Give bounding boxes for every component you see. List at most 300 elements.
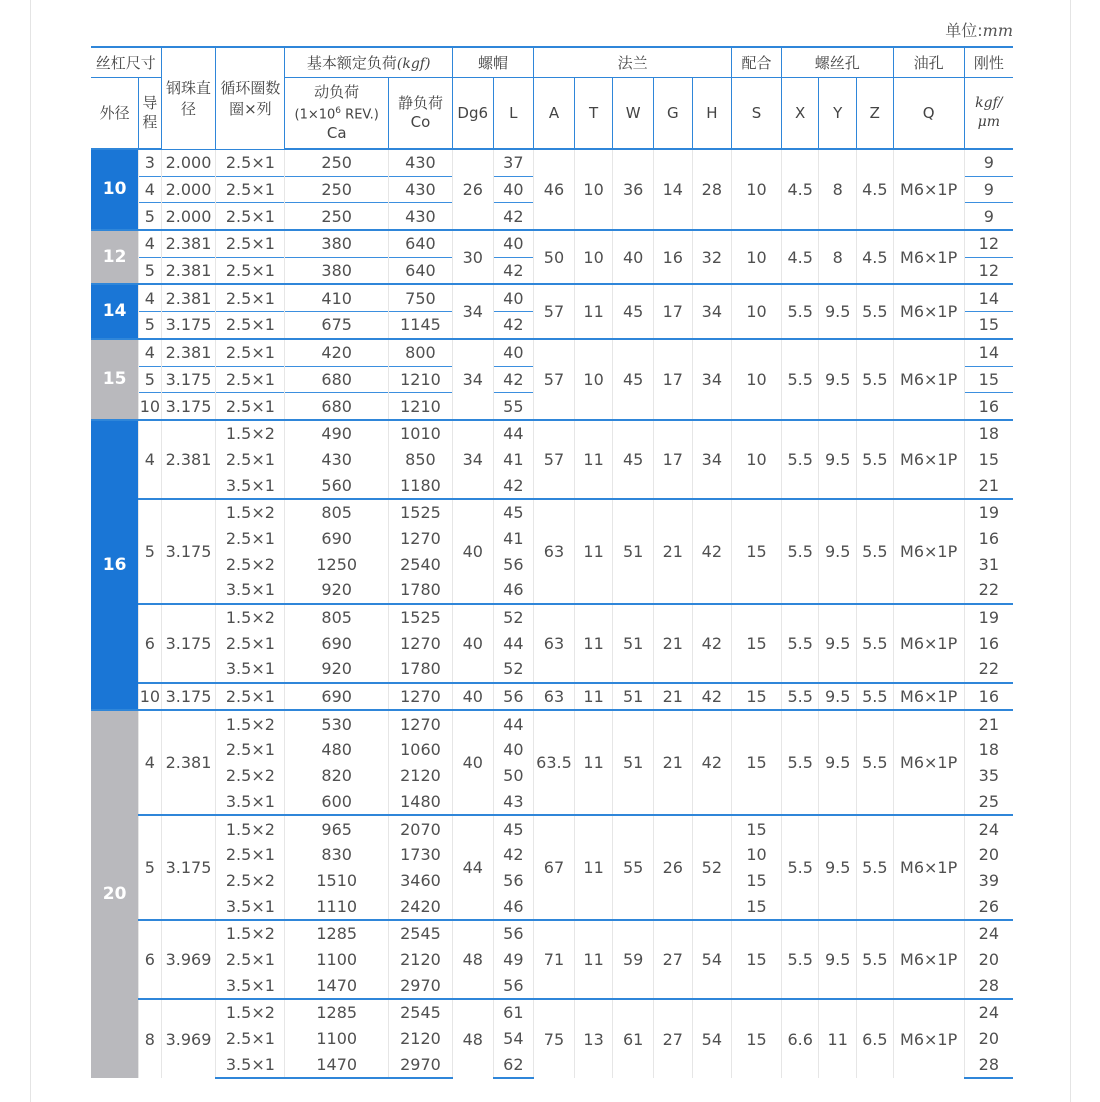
bolt-X-cell: 5.5 bbox=[781, 420, 819, 499]
nut-A-cell: 57 bbox=[534, 284, 575, 338]
bolt-X-cell: 5.5 bbox=[781, 604, 819, 683]
nut-dg6-cell: 44 bbox=[452, 815, 493, 920]
dynamic-load-cell: 690 bbox=[285, 683, 389, 711]
dynamic-load-cell: 1100 bbox=[285, 947, 389, 973]
dynamic-load-cell: 920 bbox=[285, 577, 389, 604]
lead-cell: 4 bbox=[139, 339, 161, 366]
static-load-cell: 1525 bbox=[388, 499, 452, 526]
dynamic-load-cell: 490 bbox=[285, 420, 389, 447]
ball-diameter-cell: 3.175 bbox=[161, 312, 216, 339]
circuits-cell: 2.5×1 bbox=[216, 149, 285, 176]
nut-length-cell: 56 bbox=[493, 972, 534, 999]
circuits-cell: 2.5×1 bbox=[216, 257, 285, 284]
bolt-X-cell: 5.5 bbox=[781, 920, 819, 999]
header-rigidity: 刚性 bbox=[964, 47, 1013, 78]
lead-cell: 4 bbox=[139, 710, 161, 815]
nut-A-cell: 63 bbox=[534, 604, 575, 683]
oil-hole-cell: M6×1P bbox=[893, 683, 964, 711]
static-load-cell: 1525 bbox=[388, 604, 452, 631]
ball-diameter-cell: 3.175 bbox=[161, 815, 216, 920]
header-load-unit: (kgf) bbox=[396, 56, 431, 72]
circuits-cell: 2.5×1 bbox=[216, 339, 285, 366]
dynamic-load-cell: 805 bbox=[285, 499, 389, 526]
rigidity-cell: 24 bbox=[964, 815, 1013, 842]
table-row bbox=[91, 149, 1013, 176]
nut-length-cell: 40 bbox=[493, 284, 534, 311]
static-load-cell: 2970 bbox=[388, 1051, 452, 1078]
dynamic-load-cell: 820 bbox=[285, 763, 389, 789]
ball-diameter-cell: 2.381 bbox=[161, 230, 216, 257]
static-load-cell: 2120 bbox=[388, 763, 452, 789]
circuits-cell: 1.5×2 bbox=[216, 999, 285, 1026]
dynamic-load-cell: 600 bbox=[285, 789, 389, 816]
lead-cell: 10 bbox=[139, 393, 161, 420]
bolt-Z-cell: 5.5 bbox=[857, 499, 894, 604]
nut-length-cell: 50 bbox=[493, 763, 534, 789]
unit-value: mm bbox=[982, 21, 1013, 40]
circuits-cell: 2.5×1 bbox=[216, 366, 285, 393]
dynamic-load-cell: 250 bbox=[285, 176, 389, 203]
header-static-load-title: 静负荷 bbox=[397, 94, 443, 112]
dynamic-load-cell: 380 bbox=[285, 257, 389, 284]
dynamic-load-cell: 830 bbox=[285, 842, 389, 868]
bolt-Y-cell: 9.5 bbox=[819, 499, 857, 604]
ball-diameter-cell: 2.381 bbox=[161, 257, 216, 284]
bolt-X-cell: 5.5 bbox=[781, 815, 819, 920]
header-static-load bbox=[388, 78, 452, 150]
lead-cell: 4 bbox=[139, 420, 161, 499]
rigidity-cell: 14 bbox=[964, 284, 1013, 311]
nut-W-cell: 55 bbox=[613, 815, 654, 920]
lead-cell: 5 bbox=[139, 499, 161, 604]
bolt-Z-cell: 5.5 bbox=[857, 683, 894, 711]
bolt-Z-cell: 5.5 bbox=[857, 284, 894, 338]
nut-G-cell: 21 bbox=[653, 499, 692, 604]
unit-label-text: 单位: bbox=[945, 21, 983, 40]
bolt-Y-cell: 9.5 bbox=[819, 339, 857, 420]
bolt-Z-cell: 5.5 bbox=[857, 339, 894, 420]
nut-T-cell: 11 bbox=[574, 604, 613, 683]
nut-G-cell: 21 bbox=[653, 604, 692, 683]
rigidity-cell: 21 bbox=[964, 710, 1013, 737]
nut-length-cell: 42 bbox=[493, 842, 534, 868]
nut-A-cell: 67 bbox=[534, 815, 575, 920]
nut-length-cell: 45 bbox=[493, 499, 534, 526]
dynamic-load-cell: 675 bbox=[285, 312, 389, 339]
lead-cell: 5 bbox=[139, 366, 161, 393]
nut-G-cell: 21 bbox=[653, 683, 692, 711]
bolt-Z-cell: 5.5 bbox=[857, 420, 894, 499]
nut-length-cell: 56 bbox=[493, 683, 534, 711]
header-dynamic-load-rev-end: REV.) bbox=[341, 107, 379, 123]
fit-S-cell: 10 bbox=[732, 230, 782, 284]
oil-hole-cell: M6×1P bbox=[893, 499, 964, 604]
table-row bbox=[91, 999, 1013, 1026]
static-load-cell: 2120 bbox=[388, 947, 452, 973]
circuits-cell: 2.5×1 bbox=[216, 1026, 285, 1052]
bolt-X-cell: 5.5 bbox=[781, 499, 819, 604]
nut-T-cell: 11 bbox=[574, 420, 613, 499]
oil-hole-cell: M6×1P bbox=[893, 284, 964, 338]
nut-length-cell: 41 bbox=[493, 526, 534, 552]
nut-W-cell: 59 bbox=[613, 920, 654, 999]
circuits-cell: 2.5×2 bbox=[216, 551, 285, 577]
circuits-cell: 2.5×1 bbox=[216, 393, 285, 420]
nut-H-cell: 42 bbox=[692, 499, 732, 604]
nut-H-cell: 52 bbox=[692, 815, 732, 920]
rigidity-cell: 9 bbox=[964, 176, 1013, 203]
dynamic-load-cell: 250 bbox=[285, 203, 389, 230]
nut-length-cell: 42 bbox=[493, 203, 534, 230]
rigidity-cell: 20 bbox=[964, 842, 1013, 868]
lead-cell: 4 bbox=[139, 230, 161, 257]
rigidity-cell: 22 bbox=[964, 656, 1013, 683]
static-load-cell: 1145 bbox=[388, 312, 452, 339]
rigidity-cell: 14 bbox=[964, 339, 1013, 366]
nut-length-cell: 42 bbox=[493, 257, 534, 284]
rigidity-cell: 18 bbox=[964, 737, 1013, 763]
ball-diameter-cell: 2.381 bbox=[161, 710, 216, 815]
fit-S-cell: 15 bbox=[732, 893, 782, 920]
circuits-cell: 2.5×1 bbox=[216, 630, 285, 656]
circuits-cell: 2.5×1 bbox=[216, 312, 285, 339]
header-dynamic-load-rev: (1×10 bbox=[294, 107, 336, 123]
static-load-cell: 1270 bbox=[388, 683, 452, 711]
header-dynamic-load-title: 动负荷 bbox=[314, 82, 360, 101]
nut-T-cell: 11 bbox=[574, 920, 613, 999]
static-load-cell: 1780 bbox=[388, 577, 452, 604]
nut-length-cell: 56 bbox=[493, 551, 534, 577]
nut-length-cell: 52 bbox=[493, 604, 534, 631]
rigidity-cell: 20 bbox=[964, 947, 1013, 973]
rigidity-cell: 19 bbox=[964, 499, 1013, 526]
ball-diameter-cell: 3.175 bbox=[161, 393, 216, 420]
fit-S-cell: 10 bbox=[732, 842, 782, 868]
oil-hole-cell: M6×1P bbox=[893, 230, 964, 284]
nut-T-cell: 11 bbox=[574, 284, 613, 338]
lead-cell: 5 bbox=[139, 257, 161, 284]
rigidity-cell: 15 bbox=[964, 447, 1013, 473]
dynamic-load-cell: 1470 bbox=[285, 1051, 389, 1078]
circuits-cell: 2.5×1 bbox=[216, 683, 285, 711]
circuits-cell: 2.5×1 bbox=[216, 947, 285, 973]
bolt-X-cell: 5.5 bbox=[781, 284, 819, 338]
circuits-cell: 2.5×1 bbox=[216, 447, 285, 473]
ball-diameter-cell: 3.175 bbox=[161, 366, 216, 393]
fit-S-cell: 15 bbox=[732, 920, 782, 999]
static-load-cell: 2540 bbox=[388, 551, 452, 577]
circuits-cell: 3.5×1 bbox=[216, 789, 285, 816]
static-load-cell: 1210 bbox=[388, 393, 452, 420]
nut-W-cell: 45 bbox=[613, 284, 654, 338]
outer-diameter-cell: 20 bbox=[91, 710, 139, 1078]
static-load-cell: 2545 bbox=[388, 999, 452, 1026]
nut-G-cell: 14 bbox=[653, 149, 692, 230]
rigidity-cell: 19 bbox=[964, 604, 1013, 631]
circuits-cell: 2.5×1 bbox=[216, 526, 285, 552]
header-W: W bbox=[613, 78, 654, 150]
fit-S-cell: 10 bbox=[732, 339, 782, 420]
rigidity-cell: 39 bbox=[964, 868, 1013, 894]
header-bolt-hole: 螺丝孔 bbox=[781, 47, 893, 78]
rigidity-cell: 18 bbox=[964, 420, 1013, 447]
circuits-cell: 3.5×1 bbox=[216, 472, 285, 499]
rigidity-cell: 16 bbox=[964, 683, 1013, 711]
nut-length-cell: 56 bbox=[493, 868, 534, 894]
dynamic-load-cell: 530 bbox=[285, 710, 389, 737]
ball-screw-spec-table bbox=[91, 46, 1013, 1079]
page-frame-right bbox=[1070, 0, 1071, 1102]
circuits-cell: 1.5×2 bbox=[216, 499, 285, 526]
header-lead: 导程 bbox=[139, 78, 161, 150]
header-S: S bbox=[732, 78, 782, 150]
dynamic-load-cell: 250 bbox=[285, 149, 389, 176]
bolt-Y-cell: 9.5 bbox=[819, 420, 857, 499]
outer-diameter-cell: 15 bbox=[91, 339, 139, 420]
ball-diameter-cell: 3.175 bbox=[161, 604, 216, 683]
dynamic-load-cell: 1285 bbox=[285, 920, 389, 947]
fit-S-cell: 10 bbox=[732, 420, 782, 499]
header-load-rating-text: 基本额定负荷 bbox=[306, 54, 397, 72]
rigidity-cell: 28 bbox=[964, 972, 1013, 999]
static-load-cell: 3460 bbox=[388, 868, 452, 894]
oil-hole-cell: M6×1P bbox=[893, 604, 964, 683]
rigidity-cell: 22 bbox=[964, 577, 1013, 604]
static-load-cell: 2420 bbox=[388, 893, 452, 920]
bolt-Y-cell: 8 bbox=[819, 230, 857, 284]
ball-diameter-cell: 2.000 bbox=[161, 176, 216, 203]
header-stiffness-unit bbox=[964, 78, 1013, 150]
bolt-Z-cell: 4.5 bbox=[857, 149, 894, 230]
header-stiffness-unit-bottom: μm bbox=[977, 114, 1001, 130]
static-load-cell: 2545 bbox=[388, 920, 452, 947]
static-load-cell: 1270 bbox=[388, 630, 452, 656]
dynamic-load-cell: 560 bbox=[285, 472, 389, 499]
table-row bbox=[91, 683, 1013, 711]
rigidity-cell: 9 bbox=[964, 203, 1013, 230]
nut-length-cell: 52 bbox=[493, 656, 534, 683]
rigidity-cell: 24 bbox=[964, 999, 1013, 1026]
circuits-cell: 2.5×1 bbox=[216, 176, 285, 203]
header-load-rating bbox=[285, 47, 453, 78]
fit-S-cell: 10 bbox=[732, 284, 782, 338]
bolt-Z-cell: 5.5 bbox=[857, 815, 894, 920]
circuits-cell: 2.5×2 bbox=[216, 868, 285, 894]
ball-diameter-cell: 3.969 bbox=[161, 999, 216, 1078]
circuits-cell: 2.5×1 bbox=[216, 284, 285, 311]
nut-length-cell: 40 bbox=[493, 176, 534, 203]
static-load-cell: 750 bbox=[388, 284, 452, 311]
nut-T-cell: 11 bbox=[574, 815, 613, 920]
rigidity-cell: 26 bbox=[964, 893, 1013, 920]
rigidity-cell: 20 bbox=[964, 1026, 1013, 1052]
nut-H-cell: 34 bbox=[692, 339, 732, 420]
nut-length-cell: 49 bbox=[493, 947, 534, 973]
bolt-Y-cell: 9.5 bbox=[819, 920, 857, 999]
nut-length-cell: 45 bbox=[493, 815, 534, 842]
dynamic-load-cell: 965 bbox=[285, 815, 389, 842]
nut-W-cell: 36 bbox=[613, 149, 654, 230]
dynamic-load-cell: 680 bbox=[285, 366, 389, 393]
bolt-X-cell: 6.6 bbox=[781, 999, 819, 1078]
nut-W-cell: 45 bbox=[613, 339, 654, 420]
nut-T-cell: 10 bbox=[574, 230, 613, 284]
nut-G-cell: 17 bbox=[653, 339, 692, 420]
circuits-cell: 1.5×2 bbox=[216, 920, 285, 947]
table-row bbox=[91, 604, 1013, 631]
nut-length-cell: 44 bbox=[493, 710, 534, 737]
header-outer-diameter: 外径 bbox=[91, 78, 139, 150]
header-flange: 法兰 bbox=[534, 47, 732, 78]
dynamic-load-cell: 690 bbox=[285, 630, 389, 656]
nut-A-cell: 57 bbox=[534, 420, 575, 499]
table-row bbox=[91, 230, 1013, 257]
fit-S-cell: 15 bbox=[732, 815, 782, 842]
circuits-cell: 3.5×1 bbox=[216, 656, 285, 683]
static-load-cell: 850 bbox=[388, 447, 452, 473]
oil-hole-cell: M6×1P bbox=[893, 420, 964, 499]
outer-diameter-cell: 10 bbox=[91, 149, 139, 230]
dynamic-load-cell: 920 bbox=[285, 656, 389, 683]
lead-cell: 4 bbox=[139, 284, 161, 311]
static-load-cell: 1010 bbox=[388, 420, 452, 447]
static-load-cell: 1180 bbox=[388, 472, 452, 499]
header-dg6: Dg6 bbox=[452, 78, 493, 150]
nut-H-cell: 54 bbox=[692, 920, 732, 999]
bolt-X-cell: 5.5 bbox=[781, 710, 819, 815]
dynamic-load-cell: 420 bbox=[285, 339, 389, 366]
nut-dg6-cell: 40 bbox=[452, 710, 493, 815]
lead-cell: 6 bbox=[139, 920, 161, 999]
dynamic-load-cell: 1510 bbox=[285, 868, 389, 894]
rigidity-cell: 12 bbox=[964, 230, 1013, 257]
nut-length-cell: 40 bbox=[493, 339, 534, 366]
dynamic-load-cell: 690 bbox=[285, 526, 389, 552]
rigidity-cell: 31 bbox=[964, 551, 1013, 577]
nut-A-cell: 63.5 bbox=[534, 710, 575, 815]
header-nut: 螺帽 bbox=[452, 47, 533, 78]
lead-cell: 10 bbox=[139, 683, 161, 711]
fit-S-cell: 15 bbox=[732, 604, 782, 683]
bolt-Y-cell: 9.5 bbox=[819, 284, 857, 338]
nut-G-cell: 17 bbox=[653, 420, 692, 499]
outer-diameter-cell: 16 bbox=[91, 420, 139, 711]
bolt-Z-cell: 5.5 bbox=[857, 710, 894, 815]
nut-dg6-cell: 34 bbox=[452, 339, 493, 420]
static-load-cell: 1480 bbox=[388, 789, 452, 816]
nut-G-cell: 26 bbox=[653, 815, 692, 920]
nut-dg6-cell: 48 bbox=[452, 920, 493, 999]
rigidity-cell: 16 bbox=[964, 630, 1013, 656]
table-row bbox=[91, 284, 1013, 311]
oil-hole-cell: M6×1P bbox=[893, 920, 964, 999]
dynamic-load-cell: 410 bbox=[285, 284, 389, 311]
lead-cell: 5 bbox=[139, 815, 161, 920]
header-X: X bbox=[781, 78, 819, 150]
header-dynamic-load bbox=[285, 78, 389, 150]
bolt-Z-cell: 6.5 bbox=[857, 999, 894, 1078]
nut-G-cell: 17 bbox=[653, 284, 692, 338]
nut-A-cell: 75 bbox=[534, 999, 575, 1078]
header-screw-size: 丝杠尺寸 bbox=[91, 47, 161, 78]
header-static-load-symbol: Co bbox=[410, 113, 431, 131]
nut-W-cell: 51 bbox=[613, 499, 654, 604]
bolt-Y-cell: 9.5 bbox=[819, 710, 857, 815]
table-row bbox=[91, 710, 1013, 737]
header-ball-diameter-text: 钢珠直径 bbox=[165, 79, 211, 119]
circuits-cell: 2.5×1 bbox=[216, 230, 285, 257]
header-circuits bbox=[216, 47, 285, 149]
rigidity-cell: 15 bbox=[964, 366, 1013, 393]
bolt-X-cell: 5.5 bbox=[781, 339, 819, 420]
nut-H-cell: 54 bbox=[692, 999, 732, 1078]
static-load-cell: 1270 bbox=[388, 710, 452, 737]
table-body bbox=[91, 149, 1013, 1078]
nut-A-cell: 50 bbox=[534, 230, 575, 284]
nut-dg6-cell: 48 bbox=[452, 999, 493, 1078]
nut-W-cell: 61 bbox=[613, 999, 654, 1078]
ball-diameter-cell: 2.381 bbox=[161, 339, 216, 366]
nut-T-cell: 11 bbox=[574, 710, 613, 815]
bolt-Y-cell: 9.5 bbox=[819, 604, 857, 683]
bolt-Z-cell: 5.5 bbox=[857, 604, 894, 683]
circuits-cell: 2.5×1 bbox=[216, 842, 285, 868]
static-load-cell: 800 bbox=[388, 339, 452, 366]
circuits-cell: 3.5×1 bbox=[216, 893, 285, 920]
nut-length-cell: 55 bbox=[493, 393, 534, 420]
nut-length-cell: 41 bbox=[493, 447, 534, 473]
ball-diameter-cell: 2.000 bbox=[161, 149, 216, 176]
nut-length-cell: 40 bbox=[493, 737, 534, 763]
ball-diameter-cell: 2.381 bbox=[161, 420, 216, 499]
table-row bbox=[91, 499, 1013, 526]
nut-length-cell: 43 bbox=[493, 789, 534, 816]
rigidity-cell: 28 bbox=[964, 1051, 1013, 1078]
nut-G-cell: 16 bbox=[653, 230, 692, 284]
lead-cell: 5 bbox=[139, 203, 161, 230]
nut-length-cell: 44 bbox=[493, 630, 534, 656]
dynamic-load-cell: 1470 bbox=[285, 972, 389, 999]
header-T: T bbox=[574, 78, 613, 150]
bolt-Z-cell: 5.5 bbox=[857, 920, 894, 999]
unit-label bbox=[900, 18, 1013, 41]
nut-A-cell: 57 bbox=[534, 339, 575, 420]
nut-W-cell: 40 bbox=[613, 230, 654, 284]
oil-hole-cell: M6×1P bbox=[893, 999, 964, 1078]
bolt-Y-cell: 11 bbox=[819, 999, 857, 1078]
nut-H-cell: 42 bbox=[692, 710, 732, 815]
static-load-cell: 1780 bbox=[388, 656, 452, 683]
header-H: H bbox=[692, 78, 732, 150]
table-row bbox=[91, 339, 1013, 366]
rigidity-cell: 24 bbox=[964, 920, 1013, 947]
oil-hole-cell: M6×1P bbox=[893, 815, 964, 920]
outer-diameter-cell: 14 bbox=[91, 284, 139, 338]
nut-length-cell: 42 bbox=[493, 312, 534, 339]
bolt-Z-cell: 4.5 bbox=[857, 230, 894, 284]
static-load-cell: 1730 bbox=[388, 842, 452, 868]
fit-S-cell: 15 bbox=[732, 710, 782, 815]
oil-hole-cell: M6×1P bbox=[893, 339, 964, 420]
nut-length-cell: 56 bbox=[493, 920, 534, 947]
fit-S-cell: 10 bbox=[732, 149, 782, 230]
nut-A-cell: 71 bbox=[534, 920, 575, 999]
static-load-cell: 2070 bbox=[388, 815, 452, 842]
header-Q: Q bbox=[893, 78, 964, 150]
fit-S-cell: 15 bbox=[732, 499, 782, 604]
rigidity-cell: 12 bbox=[964, 257, 1013, 284]
nut-length-cell: 40 bbox=[493, 230, 534, 257]
